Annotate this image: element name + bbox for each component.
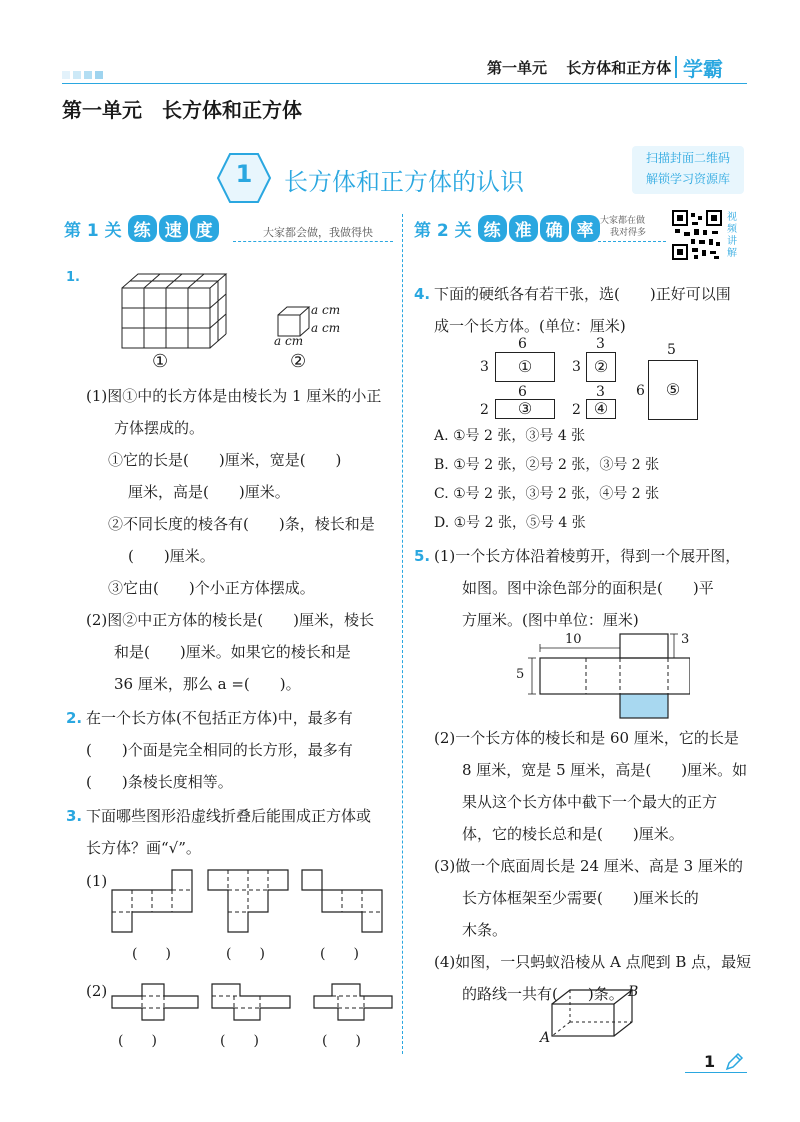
page-number: 1 (704, 1052, 716, 1071)
q5-3-line: (3)做一个底面周长是 24 厘米、高是 3 厘米的 (434, 857, 743, 875)
header-decoration (62, 64, 103, 83)
q1-1-b-line: ②不同长度的棱各有( )条，棱长和是 (108, 515, 375, 533)
q4-line: 下面的硬纸各有若干张，选( )正好可以围 (434, 285, 731, 303)
q1-2-line: (2)图②中正方体的棱长是( )厘米，棱长 (86, 611, 374, 629)
q5-4-line: 的路线一共有( )条。 (462, 985, 624, 1003)
q1-2-line: 和是( )厘米。如果它的棱长和是 (114, 643, 351, 661)
q1-1-c-line: ③它由( )个小正方体摆成。 (108, 579, 315, 597)
qr-code-icon (672, 210, 722, 260)
column-divider (402, 214, 403, 1054)
q3-net-5 (210, 982, 294, 1022)
ant-path-cuboid (550, 988, 634, 1038)
card-1: ① (495, 352, 555, 382)
net-dim-10: 10 (565, 632, 582, 647)
q3-net-2 (206, 868, 296, 936)
pencil-icon (724, 1052, 744, 1072)
q3-net-1 (110, 868, 200, 936)
fig1-cuboid (118, 270, 228, 350)
q5-2-line: 果从这个长方体中截下一个最大的正方 (462, 793, 718, 811)
point-b-label: B (628, 984, 639, 1000)
fig1-label: ① (152, 351, 169, 372)
card-5-top: 5 (667, 342, 676, 358)
q4-number: 4. (414, 285, 431, 303)
section1-header (64, 215, 219, 242)
point-a-label: A (540, 1030, 551, 1046)
q2-line: 在一个长方体(不包括正方体)中，最多有 (86, 709, 353, 727)
header-unit-topic: 长方体和正方体 (566, 59, 672, 77)
section2-slogan-line1: 大家都在做 (600, 216, 646, 226)
section2-header (414, 215, 600, 242)
q5-2-line: 体，它的棱长总和是( )厘米。 (462, 825, 684, 843)
option-a[interactable]: A. ①号 2 张，③号 4 张 (434, 428, 586, 444)
q3-number: 3. (66, 807, 83, 825)
section2-slogan-line2: 我对得多 (610, 228, 647, 238)
lesson-number: 1 (235, 160, 253, 188)
q4-line: 成一个长方体。(单位：厘米) (434, 317, 626, 335)
q5-net-diagram (510, 630, 690, 722)
option-b[interactable]: B. ①号 2 张，②号 2 张，③号 2 张 (434, 457, 660, 473)
q5-1-line: (1)一个长方体沿着棱剪开，得到一个展开图， (434, 547, 741, 565)
q1-number: 1. (66, 270, 80, 285)
net-dim-3: 3 (681, 632, 690, 647)
q3-net-3 (300, 868, 390, 936)
qr-note-line1: 扫描封面二维码 (645, 151, 730, 165)
q3-text (86, 800, 398, 864)
q1-1-text (86, 380, 398, 700)
section2-char: 率 (571, 215, 600, 242)
qr-note (632, 146, 744, 194)
card-3-top: 6 (518, 384, 527, 400)
fig2-dim-depth: a cm (311, 303, 341, 317)
card-4-side: 2 (572, 402, 581, 418)
q5-3-line: 木条。 (462, 921, 508, 939)
footer-rule (685, 1072, 747, 1073)
card-3-side: 2 (480, 402, 489, 418)
q3-answer-blank[interactable]: ( ) (132, 946, 171, 962)
q3-answer-blank[interactable]: ( ) (220, 1033, 259, 1049)
card-4: ④ (586, 399, 616, 419)
lesson-title: 长方体和正方体的认识 (284, 168, 524, 196)
q1-1-a-line: ①它的长是( )厘米，宽是( ) (108, 451, 342, 469)
card-1-top: 6 (518, 336, 527, 352)
section2-char: 确 (540, 215, 569, 242)
section1-char: 练 (128, 215, 157, 242)
card-2-side: 3 (572, 359, 581, 375)
q3-line: 下面哪些图形沿虚线折叠后能围成正方体或 (86, 807, 372, 825)
q1-2-line: 36 厘米，那么 a =( )。 (114, 675, 301, 693)
q1-1-line: (1)图①中的长方体是由棱长为 1 厘米的小正 (86, 387, 382, 405)
q3-net-6 (312, 982, 396, 1022)
q5-1-line: 如图。图中涂色部分的面积是( )平 (462, 579, 714, 597)
q5-1-text (434, 540, 754, 636)
option-d[interactable]: D. ①号 2 张，⑤号 4 张 (434, 515, 586, 531)
q5-1-line: 方厘米。(图中单位：厘米) (462, 611, 639, 629)
card-4-top: 3 (596, 384, 605, 400)
section2-slogan (600, 215, 646, 239)
fig2-dim-width: a cm (274, 334, 304, 348)
q4-text (434, 278, 754, 342)
q3-net-4 (110, 982, 202, 1022)
video-label: 视频讲解 (727, 212, 737, 259)
q1-1-a-line: 厘米，高是( )厘米。 (128, 483, 290, 501)
section1-char: 速 (159, 215, 188, 242)
q3-answer-blank[interactable]: ( ) (322, 1033, 361, 1049)
section1-underline (233, 241, 393, 242)
card-1-side: 3 (480, 359, 489, 375)
section2-char: 练 (478, 215, 507, 242)
q3-part2-label: (2) (86, 982, 108, 1000)
q3-answer-blank[interactable]: ( ) (118, 1033, 157, 1049)
net-dim-5: 5 (516, 667, 525, 682)
section1-slogan: 大家都会做，我做得快 (263, 226, 373, 239)
fig2-dim-height: a cm (311, 321, 341, 335)
q2-line: ( )个面是完全相同的长方形，最多有 (86, 741, 353, 759)
q5-4-line: (4)如图，一只蚂蚁沿棱从 A 点爬到 B 点，最短 (434, 953, 752, 971)
q2-text (86, 702, 398, 798)
card-5: ⑤ (648, 360, 698, 420)
q1-1-line: 方体摆成的。 (114, 419, 205, 437)
q5-2-line: 8 厘米，宽是 5 厘米，高是( )厘米。如 (462, 761, 748, 779)
section1-prefix: 第 1 关 (64, 221, 122, 241)
header-divider (675, 56, 677, 78)
q2-line: ( )条棱长度相等。 (86, 773, 233, 791)
card-2-top: 3 (596, 336, 605, 352)
brand-logo: 学霸 (683, 57, 723, 81)
q5-2-line: (2)一个长方体的棱长和是 60 厘米，它的长是 (434, 729, 739, 747)
fig2-label: ② (290, 351, 307, 372)
section2-underline (598, 241, 666, 242)
header-unit-label: 第一单元 (487, 59, 548, 77)
q1-1-b-line: ( )厘米。 (128, 547, 215, 565)
card-2: ② (586, 352, 616, 382)
option-c[interactable]: C. ①号 2 张，③号 2 张，④号 2 张 (434, 486, 660, 502)
header-unit (487, 57, 671, 78)
q5-3-line: 长方体框架至少需要( )厘米长的 (462, 889, 699, 907)
q3-line: 长方体？画“√”。 (86, 839, 201, 857)
card-5-side: 6 (636, 383, 645, 399)
section2-char: 准 (509, 215, 538, 242)
q3-answer-blank[interactable]: ( ) (320, 946, 359, 962)
header-rule (62, 83, 747, 84)
section2-prefix: 第 2 关 (414, 221, 472, 241)
q5-number: 5. (414, 547, 431, 565)
q3-part1-label: (1) (86, 872, 108, 890)
q4-options (434, 422, 754, 538)
q5-2-text (434, 722, 754, 1010)
q2-number: 2. (66, 709, 83, 727)
card-3: ③ (495, 399, 555, 419)
qr-note-line2: 解锁学习资源库 (645, 172, 730, 186)
page-title: 第一单元 长方体和正方体 (62, 98, 302, 122)
section1-char: 度 (190, 215, 219, 242)
q3-answer-blank[interactable]: ( ) (226, 946, 265, 962)
